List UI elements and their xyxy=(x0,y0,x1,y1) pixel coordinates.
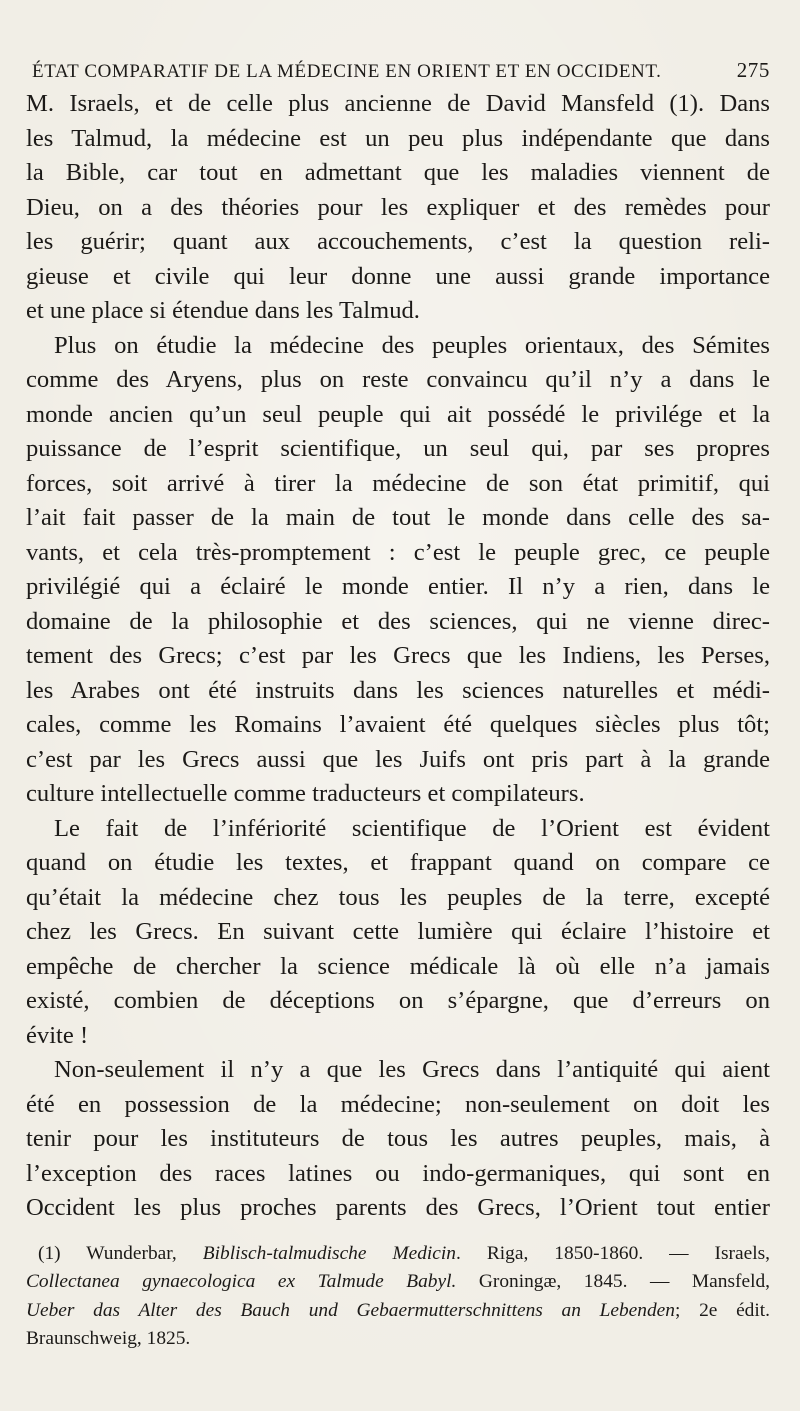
footnote xyxy=(26,1240,770,1354)
text-line: comme des Aryens, plus on reste convaincu qu’il n’y a dans le xyxy=(26,366,770,393)
text-line: les Talmud, la médecine est un peu plus indépendante que dans xyxy=(26,124,770,152)
footnote-text: . Riga, 1850-1860. — Israels, xyxy=(456,1242,770,1264)
paragraph-3 xyxy=(26,812,770,1054)
text-line: vants, et cela très-promptement : c’est le peuple grec, ce peuple xyxy=(26,538,770,566)
text-line: privilégié qui a éclairé le monde entier. Il n’y a rien, dans le xyxy=(26,573,770,600)
paragraph-4 xyxy=(26,1053,770,1226)
page-number: 275 xyxy=(736,58,770,82)
text-line: quand on étudie les textes, et frappant quand on compare ce xyxy=(26,849,770,876)
text-line: monde ancien qu’un seul peuple qui ait possédé le privilége et la xyxy=(26,400,770,428)
text-line: Le fait de l’infériorité scientifique de l’Orient est évident xyxy=(54,814,770,842)
text-line: qu’était la médecine chez tous les peuples de la terre, excepté xyxy=(26,883,770,911)
text-line: l’exception des races latines ou indo-germaniques, qui sont en xyxy=(26,1159,770,1187)
body-text xyxy=(26,87,770,1226)
text-line: Plus on étudie la médecine des peuples orientaux, des Sémites xyxy=(54,331,770,359)
text-line: les Arabes ont été instruits dans les sciences naturelles et médi- xyxy=(26,676,770,704)
running-header xyxy=(26,58,770,83)
text-line: culture intellectuelle comme traducteurs et compilateurs. xyxy=(26,780,585,807)
footnote-work-title: Ueber das Alter des Bauch und Gebaermutterschnittens an Lebenden xyxy=(26,1299,675,1321)
paragraph-1 xyxy=(26,87,770,329)
header-title: ÉTAT COMPARATIF DE LA MÉDECINE EN ORIENT ET EN OCCIDENT. xyxy=(32,61,662,82)
text-line: Non-seulement il n’y a que les Grecs dans l’antiquité qui aient xyxy=(54,1056,770,1083)
text-line: puissance de l’esprit scientifique, un seul qui, par ses propres xyxy=(26,435,770,462)
text-line: gieuse et civile qui leur donne une aussi grande importance xyxy=(26,262,770,290)
footnote-marker: (1) xyxy=(38,1242,61,1264)
text-line: M. Israels, et de celle plus ancienne de David Mansfeld (1). Dans xyxy=(26,90,770,117)
text-line: tenir pour les instituteurs de tous les autres peuples, mais, à xyxy=(26,1125,770,1152)
footnote-text: Groningæ, 1845. — Mansfeld, xyxy=(456,1271,770,1292)
text-line: tement des Grecs; c’est par les Grecs que les Indiens, les Perses, xyxy=(26,642,770,669)
text-line: cales, comme les Romains l’avaient été quelques siècles plus tôt; xyxy=(26,711,770,738)
footnote-line xyxy=(26,1240,770,1269)
text-line: forces, soit arrivé à tirer la médecine de son état primitif, qui xyxy=(26,469,770,497)
footnote-line xyxy=(26,1268,770,1297)
text-line: existé, combien de déceptions on s’épargne, que d’erreurs on xyxy=(26,987,770,1014)
text-line: chez les Grecs. En suivant cette lumière qui éclaire l’histoire et xyxy=(26,918,770,945)
text-line: évite ! xyxy=(26,1021,89,1049)
footnote-text: Wunderbar, xyxy=(86,1242,203,1264)
text-line: Occident les plus proches parents des Grecs, l’Orient tout entier xyxy=(26,1194,770,1221)
text-line: empêche de chercher la science médicale là où elle n’a jamais xyxy=(26,952,770,980)
text-line: et une place si étendue dans les Talmud. xyxy=(26,297,420,324)
text-line: l’ait fait passer de la main de tout le monde dans celle des sa- xyxy=(26,504,770,531)
footnote-work-title: Collectanea gynaecologica ex Talmude Babyl. xyxy=(26,1271,457,1292)
text-line: été en possession de la médecine; non-seulement on doit les xyxy=(26,1090,770,1118)
text-line: c’est par les Grecs aussi que les Juifs ont pris part à la grande xyxy=(26,745,770,773)
text-line: domaine de la philosophie et des sciences, qui ne vienne direc- xyxy=(26,607,770,635)
paragraph-2 xyxy=(26,329,770,812)
footnote-line: Braunschweig, 1825. xyxy=(26,1328,191,1349)
text-line: les guérir; quant aux accouchements, c’est la question reli- xyxy=(26,228,770,255)
text-line: la Bible, car tout en admettant que les maladies viennent de xyxy=(26,159,770,186)
text-line: Dieu, on a des théories pour les expliquer et des remèdes pour xyxy=(26,193,770,221)
footnote-text: ; 2e édit. xyxy=(674,1299,770,1321)
footnote-line xyxy=(26,1297,770,1326)
footnote-work-title: Biblisch-talmudische Medicin xyxy=(202,1242,456,1264)
